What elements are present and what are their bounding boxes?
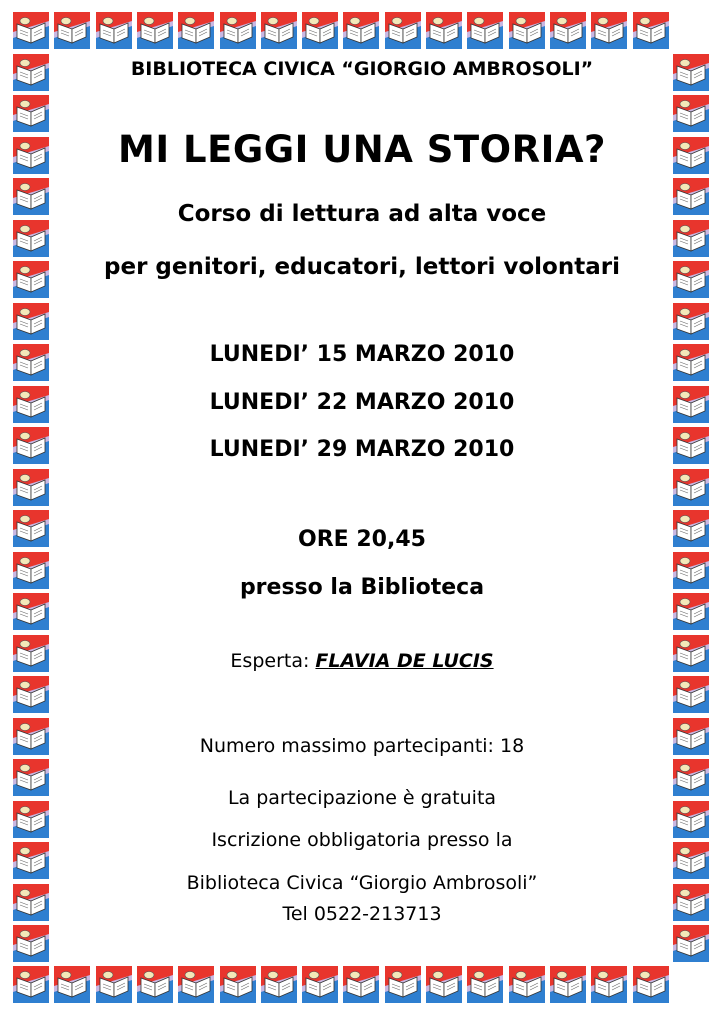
date-1: LUNEDI’ 15 MARZO 2010	[209, 342, 515, 367]
open-book-icon	[591, 12, 627, 49]
open-book-icon	[673, 593, 709, 630]
open-book-icon	[673, 261, 709, 298]
open-book-icon	[343, 966, 379, 1003]
open-book-icon	[673, 718, 709, 755]
open-book-icon	[13, 427, 49, 464]
open-book-icon	[673, 635, 709, 672]
open-book-icon	[96, 12, 132, 49]
open-book-icon	[178, 966, 214, 1003]
open-book-icon	[302, 966, 338, 1003]
open-book-icon	[13, 344, 49, 381]
open-book-icon	[13, 759, 49, 796]
open-book-icon	[137, 12, 173, 49]
open-book-icon	[13, 925, 49, 962]
open-book-icon	[673, 303, 709, 340]
open-book-icon	[673, 676, 709, 713]
open-book-icon	[13, 54, 49, 91]
free-participation-note: La partecipazione è gratuita	[227, 787, 497, 809]
open-book-icon	[13, 261, 49, 298]
date-3: LUNEDI’ 29 MARZO 2010	[209, 437, 515, 462]
open-book-icon	[467, 966, 503, 1003]
open-book-icon	[13, 95, 49, 132]
open-book-icon	[13, 884, 49, 921]
open-book-icon	[673, 510, 709, 547]
open-book-icon	[673, 386, 709, 423]
open-book-icon	[302, 12, 338, 49]
open-book-icon	[673, 469, 709, 506]
date-2: LUNEDI’ 22 MARZO 2010	[209, 390, 515, 415]
open-book-icon	[13, 178, 49, 215]
open-book-icon	[13, 801, 49, 838]
open-book-icon	[220, 12, 256, 49]
expert-label: Esperta:	[230, 650, 316, 672]
open-book-icon	[633, 12, 669, 49]
open-book-icon	[178, 12, 214, 49]
open-book-icon	[467, 12, 503, 49]
open-book-icon	[673, 925, 709, 962]
audience-subtitle: per genitori, educatori, lettori volontari	[104, 254, 620, 280]
open-book-icon	[509, 966, 545, 1003]
open-book-icon	[673, 759, 709, 796]
open-book-icon	[13, 718, 49, 755]
open-book-icon	[13, 386, 49, 423]
open-book-icon	[96, 966, 132, 1003]
open-book-icon	[633, 966, 669, 1003]
event-time: ORE 20,45	[298, 527, 426, 552]
open-book-icon	[673, 552, 709, 589]
open-book-icon	[591, 966, 627, 1003]
open-book-icon	[13, 220, 49, 257]
open-book-icon	[343, 12, 379, 49]
open-book-icon	[426, 12, 462, 49]
open-book-icon	[13, 635, 49, 672]
open-book-icon	[550, 12, 586, 49]
flyer-title: MI LEGGI UNA STORIA?	[118, 128, 606, 171]
open-book-icon	[426, 966, 462, 1003]
open-book-icon	[673, 884, 709, 921]
registration-line-2: Biblioteca Civica “Giorgio Ambrosoli”	[186, 872, 538, 894]
open-book-icon	[673, 220, 709, 257]
open-book-icon	[220, 966, 256, 1003]
open-book-icon	[385, 966, 421, 1003]
open-book-icon	[673, 137, 709, 174]
open-book-icon	[137, 966, 173, 1003]
event-location: presso la Biblioteca	[239, 575, 485, 600]
open-book-icon	[13, 593, 49, 630]
max-participants: Numero massimo partecipanti: 18	[199, 735, 525, 757]
open-book-icon	[385, 12, 421, 49]
open-book-icon	[13, 676, 49, 713]
open-book-icon	[261, 12, 297, 49]
open-book-icon	[13, 303, 49, 340]
open-book-icon	[673, 178, 709, 215]
open-book-icon	[13, 12, 49, 49]
open-book-icon	[54, 966, 90, 1003]
open-book-icon	[13, 552, 49, 589]
open-book-icon	[673, 427, 709, 464]
open-book-icon	[13, 966, 49, 1003]
open-book-icon	[509, 12, 545, 49]
open-book-icon	[673, 95, 709, 132]
open-book-icon	[673, 842, 709, 879]
open-book-icon	[550, 966, 586, 1003]
library-header: BIBLIOTECA CIVICA “GIORGIO AMBROSOLI”	[130, 58, 594, 80]
phone-number: Tel 0522-213713	[282, 903, 442, 925]
open-book-icon	[13, 510, 49, 547]
expert-name: FLAVIA DE LUCIS	[315, 650, 494, 672]
open-book-icon	[673, 801, 709, 838]
open-book-icon	[673, 54, 709, 91]
open-book-icon	[13, 137, 49, 174]
expert-line	[60, 650, 664, 672]
course-subtitle: Corso di lettura ad alta voce	[177, 201, 547, 227]
open-book-icon	[13, 842, 49, 879]
open-book-icon	[261, 966, 297, 1003]
open-book-icon	[673, 344, 709, 381]
open-book-icon	[54, 12, 90, 49]
open-book-icon	[13, 469, 49, 506]
registration-line-1: Iscrizione obbligatoria presso la	[211, 829, 513, 851]
